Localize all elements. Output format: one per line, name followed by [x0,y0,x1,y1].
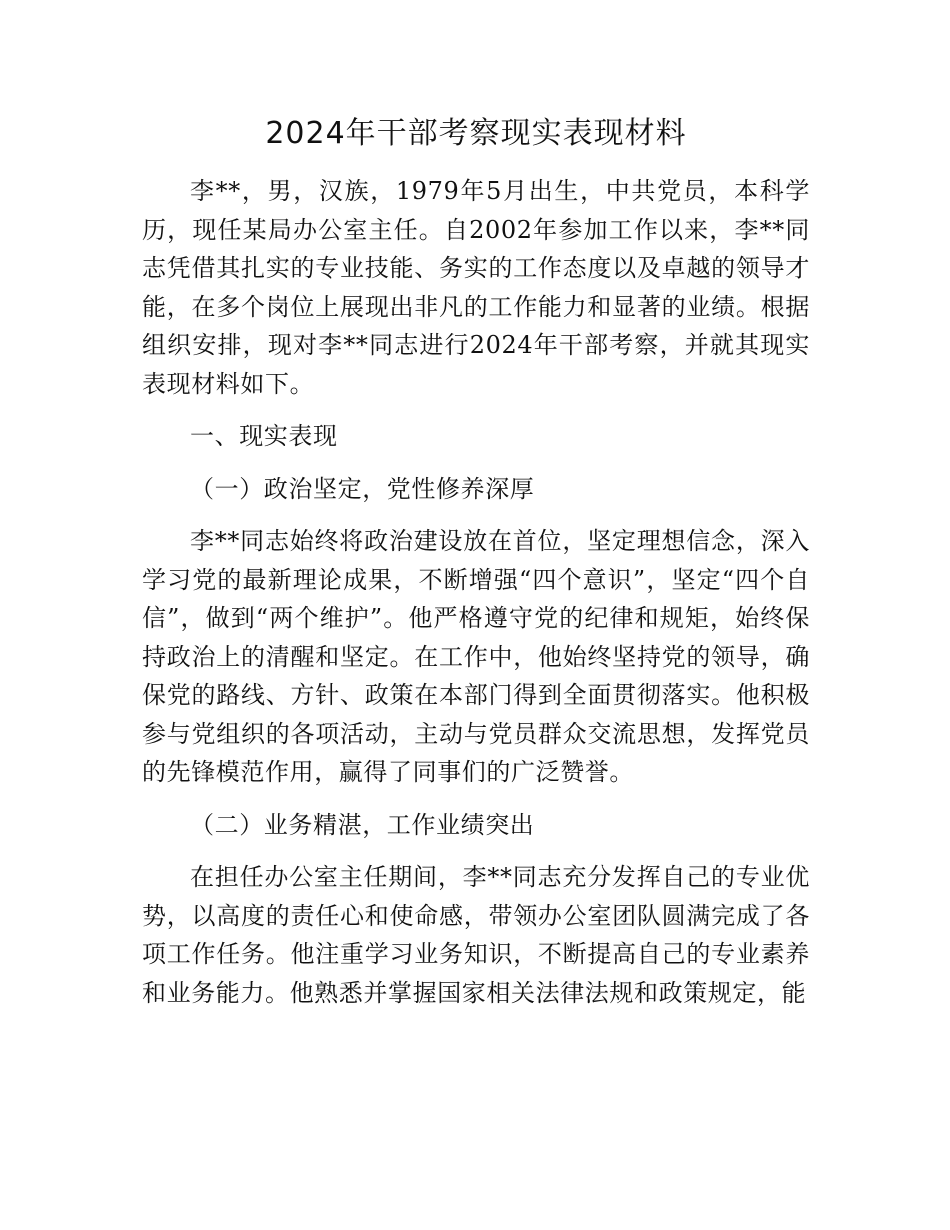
subsection-heading-1: （一）政治坚定，党性修养深厚 [190,474,535,503]
intro-paragraph: 李**，男，汉族，1979年5月出生，中共党员，本科学历，现任某局办公室主任。自2002年参加工作以来，李**同志凭借其扎实的专业技能、务实的工作态度以及卓越的领导才能，在多个岗位上展现出非凡的工作能力和显著的业绩。根据组织安排，现对李**同志进行2024年干部考察，并就其现实表现材料如下。 [142,177,810,398]
section-heading-1: 一、现实表现 [190,422,338,450]
subsection-body-2: 在担任办公室主任期间，李**同志充分发挥自己的专业优势，以高度的责任心和使命感，带领办公室团队圆满完成了各项工作任务。他注重学习业务知识，不断提高自己的专业素养和业务能力。他熟悉并掌握国家相关法律法规和政策规定，能 [142,863,810,1007]
subsection-heading-2: （二）业务精湛，工作业绩突出 [190,810,535,839]
document-title: 2024年干部考察现实表现材料 [265,116,687,151]
subsection-body-1: 李**同志始终将政治建设放在首位，坚定理想信念，深入学习党的最新理论成果，不断增强“四个意识”，坚定“四个自信”，做到“两个维护”。他严格遵守党的纪律和规矩，始终保持政治上的清醒和坚定。在工作中，他始终坚持党的领导，确保党的路线、方针、政策在本部门得到全面贯彻落实。他积极参与党组织的各项活动，主动与党员群众交流思想，发挥党员的先锋模范作用，赢得了同事们的广泛赞誉。 [142,527,810,786]
document-page [142,110,810,1012]
